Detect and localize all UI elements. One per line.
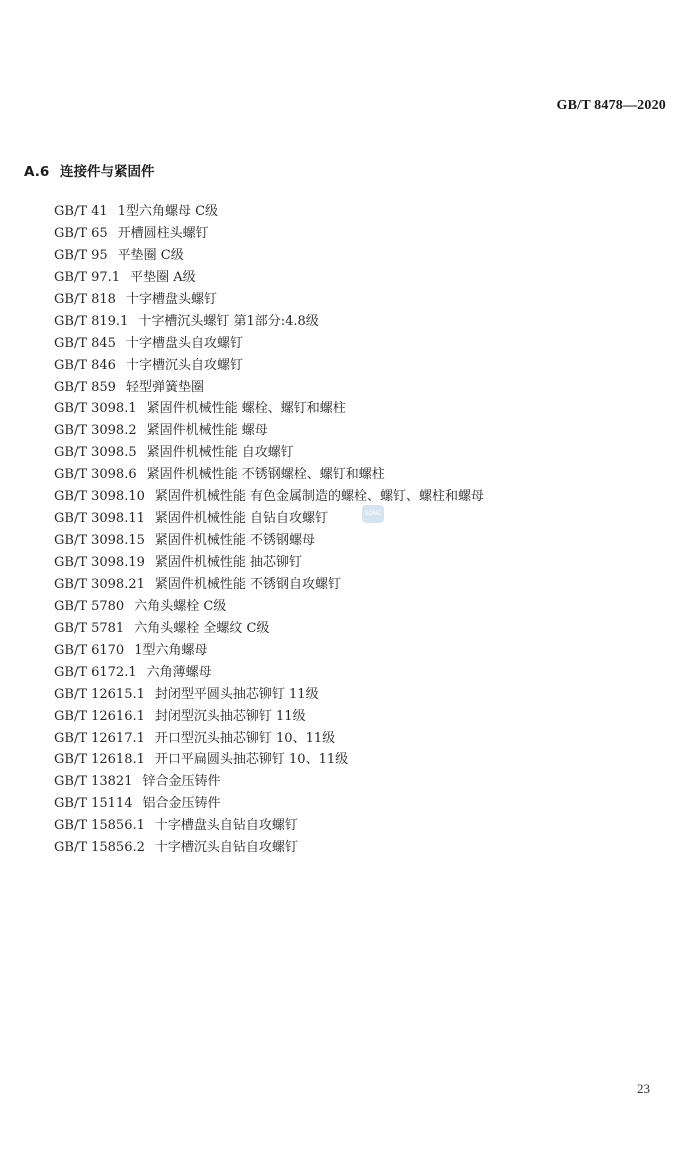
section-title: 连接件与紧固件 [60,164,155,180]
standard-title: 六角头螺栓 全螺纹 C级 [134,620,270,636]
standard-title: 六角薄螺母 [146,664,212,680]
standard-title: 紧固件机械性能 不锈钢螺母 [154,533,316,549]
reference-item [54,486,484,508]
reference-item [54,223,484,245]
reference-item [54,837,484,859]
reference-item [54,640,484,662]
standard-code: GB/T 3098.5 [54,445,137,461]
reference-item [54,574,484,596]
standard-title: 平垫圈 C级 [117,247,184,263]
section-heading [24,160,155,180]
standard-title: 紧固件机械性能 有色金属制造的螺栓、螺钉、螺柱和螺母 [154,489,485,505]
reference-item [54,793,484,815]
standard-title: 十字槽沉头自攻螺钉 [125,357,243,373]
standard-title: 铝合金压铸件 [142,796,221,812]
standard-code: GB/T 12616.1 [54,708,145,724]
standard-title: 开槽圆柱头螺钉 [117,225,209,241]
standard-code: GB/T 97.1 [54,269,121,285]
standard-code: GB/T 15114 [54,796,133,812]
reference-item [54,749,484,771]
standard-code: GB/T 3098.2 [54,423,137,439]
standard-title: 锌合金压铸件 [142,774,221,790]
reference-list [54,201,484,859]
standard-title: 紧固件机械性能 螺母 [146,423,268,439]
standard-title: 封闭型沉头抽芯铆钉 11级 [154,708,306,724]
standard-code: GB/T 3098.15 [54,533,145,549]
standard-code: GB/T 13821 [54,774,133,790]
standard-title: 开口型沉头抽芯铆钉 10、11级 [154,730,336,746]
reference-item [54,420,484,442]
standard-title: 1型六角螺母 [134,642,208,658]
standard-code: GB/T 3098.21 [54,576,145,592]
reference-item [54,596,484,618]
reference-item [54,771,484,793]
section-number: A.6 [24,164,50,180]
watermark-stamp: SDNC [362,505,384,523]
standard-code: GB/T 12615.1 [54,686,145,702]
document-code: GB/T 8478—2020 [556,98,666,113]
standard-code: GB/T 845 [54,335,116,351]
standard-code: GB/T 3098.1 [54,401,137,417]
reference-item [54,618,484,640]
standard-code: GB/T 6170 [54,642,125,658]
standard-code: GB/T 3098.6 [54,467,137,483]
reference-item [54,245,484,267]
reference-item [54,377,484,399]
standard-title: 十字槽盘头螺钉 [125,291,217,307]
reference-item [54,333,484,355]
reference-item [54,442,484,464]
standard-code: GB/T 3098.19 [54,555,145,570]
standard-title: 十字槽盘头自攻螺钉 [125,335,243,351]
standard-code: GB/T 818 [54,291,116,307]
standard-title: 十字槽沉头自钻自攻螺钉 [154,840,298,856]
reference-item [54,530,484,552]
reference-item [54,508,484,530]
standard-code: GB/T 859 [54,379,116,395]
standard-code: GB/T 41 [54,204,108,219]
standard-title: 十字槽沉头螺钉 第1部分:4.8级 [138,313,319,329]
page-number: 23 [637,1081,650,1096]
standard-code: GB/T 12617.1 [54,730,145,746]
standard-code: GB/T 65 [54,225,108,241]
standard-title: 紧固件机械性能 螺栓、螺钉和螺柱 [146,401,346,417]
standard-code: GB/T 6172.1 [54,664,137,680]
reference-item [54,355,484,377]
standard-title: 紧固件机械性能 抽芯铆钉 [154,555,303,570]
reference-item [54,552,484,574]
standard-title: 封闭型平圆头抽芯铆钉 11级 [154,686,319,702]
reference-item [54,662,484,684]
standard-code: GB/T 12618.1 [54,752,145,768]
reference-item [54,398,484,420]
reference-item [54,815,484,837]
standard-code: GB/T 15856.1 [54,818,145,834]
standard-code: GB/T 846 [54,357,116,373]
standard-title: 平垫圈 A级 [130,269,196,285]
standard-title: 紧固件机械性能 不锈钢螺栓、螺钉和螺柱 [146,467,385,483]
reference-item [54,728,484,750]
standard-title: 紧固件机械性能 自攻螺钉 [146,445,294,461]
reference-item [54,464,484,486]
standard-code: GB/T 3098.11 [54,511,145,527]
standard-title: 开口平扁圆头抽芯铆钉 10、11级 [154,752,349,768]
standard-code: GB/T 5781 [54,620,125,636]
standard-code: GB/T 95 [54,247,108,263]
standard-title: 十字槽盘头自钻自攻螺钉 [154,818,298,834]
standard-code: GB/T 819.1 [54,313,129,329]
reference-item [54,706,484,728]
standard-title: 轻型弹簧垫圈 [125,379,204,395]
reference-item [54,684,484,706]
standard-title: 紧固件机械性能 自钻自攻螺钉 [154,511,329,527]
standard-title: 1型六角螺母 C级 [117,204,219,219]
reference-item [54,201,484,223]
reference-item [54,289,484,311]
standard-code: GB/T 3098.10 [54,489,145,505]
standard-title: 紧固件机械性能 不锈钢自攻螺钉 [154,576,342,592]
standard-code: GB/T 15856.2 [54,840,145,856]
standard-code: GB/T 5780 [54,598,125,614]
standard-title: 六角头螺栓 C级 [134,598,227,614]
reference-item [54,311,484,333]
reference-item [54,267,484,289]
